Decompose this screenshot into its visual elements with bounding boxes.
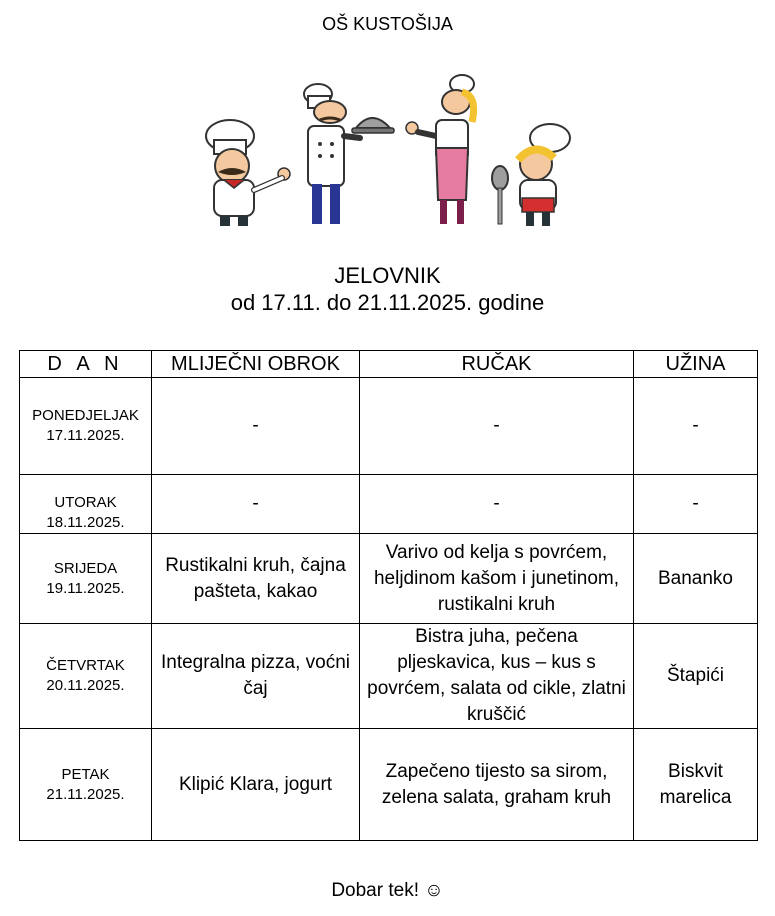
day-cell: [20, 729, 152, 841]
chef-tall-illustration: [304, 84, 394, 224]
day-date: 20.11.2025.: [46, 677, 125, 694]
lunch-cell: Varivo od kelja s povrćem, heljdinom kašom i junetinom, rustikalni kruh: [360, 534, 634, 624]
day-name: PONEDJELJAK: [32, 407, 139, 424]
snack-cell: Štapići: [634, 624, 758, 729]
chef-mustache-illustration: [206, 120, 290, 226]
day-name: SRIJEDA: [53, 559, 118, 577]
day-date: 17.11.2025.: [46, 427, 125, 444]
header-day: D A N: [20, 351, 152, 378]
table-row: [20, 378, 758, 475]
menu-table: [19, 350, 758, 841]
chef-woman-illustration: [406, 75, 474, 224]
table-header-row: [20, 351, 758, 378]
day-date: 18.11.2025.: [46, 514, 125, 531]
lunch-cell: Bistra juha, pečena pljeskavica, kus – kus s povrćem, salata od cikle, zlatni kruščić: [360, 624, 634, 729]
footer-text: Dobar tek! ☺: [331, 880, 444, 901]
lunch-cell: -: [360, 378, 634, 475]
school-name: OŠ KUSTOŠIJA: [322, 14, 453, 34]
table-row: [20, 475, 758, 534]
day-cell: [20, 624, 152, 729]
milk-meal-cell: Integralna pizza, voćni čaj: [152, 624, 360, 729]
lunch-cell: Zapečeno tijesto sa sirom, zelena salata, graham kruh: [360, 729, 634, 841]
menu-title-block: [0, 262, 775, 316]
day-name: UTORAK: [54, 494, 117, 511]
snack-cell: -: [634, 378, 758, 475]
chef-girl-illustration: [492, 124, 570, 226]
table-row: [20, 624, 758, 729]
table-row: [20, 534, 758, 624]
milk-meal-cell: Klipić Klara, jogurt: [152, 729, 360, 841]
day-name: ČETVRTAK: [46, 657, 125, 674]
snack-cell: Bananko: [634, 534, 758, 624]
day-cell: [20, 475, 152, 534]
header-snack: UŽINA: [634, 351, 758, 378]
day-cell: [20, 534, 152, 624]
header-lunch: RUČAK: [360, 351, 634, 378]
snack-cell: -: [634, 475, 758, 534]
menu-period: od 17.11. do 21.11.2025. godine: [230, 290, 545, 315]
day-date: 21.11.2025.: [46, 785, 125, 803]
day-date: 19.11.2025.: [46, 579, 125, 597]
milk-meal-cell: -: [152, 475, 360, 534]
table-row: [20, 729, 758, 841]
menu-heading: JELOVNIK: [334, 263, 441, 288]
snack-cell: Biskvit marelica: [634, 729, 758, 841]
header-milk-meal: MLIJEČNI OBROK: [152, 351, 360, 378]
milk-meal-cell: -: [152, 378, 360, 475]
day-cell: [20, 378, 152, 475]
lunch-cell: -: [360, 475, 634, 534]
day-name: PETAK: [61, 765, 110, 783]
chefs-illustration: [200, 72, 580, 234]
milk-meal-cell: Rustikalni kruh, čajna pašteta, kakao: [152, 534, 360, 624]
